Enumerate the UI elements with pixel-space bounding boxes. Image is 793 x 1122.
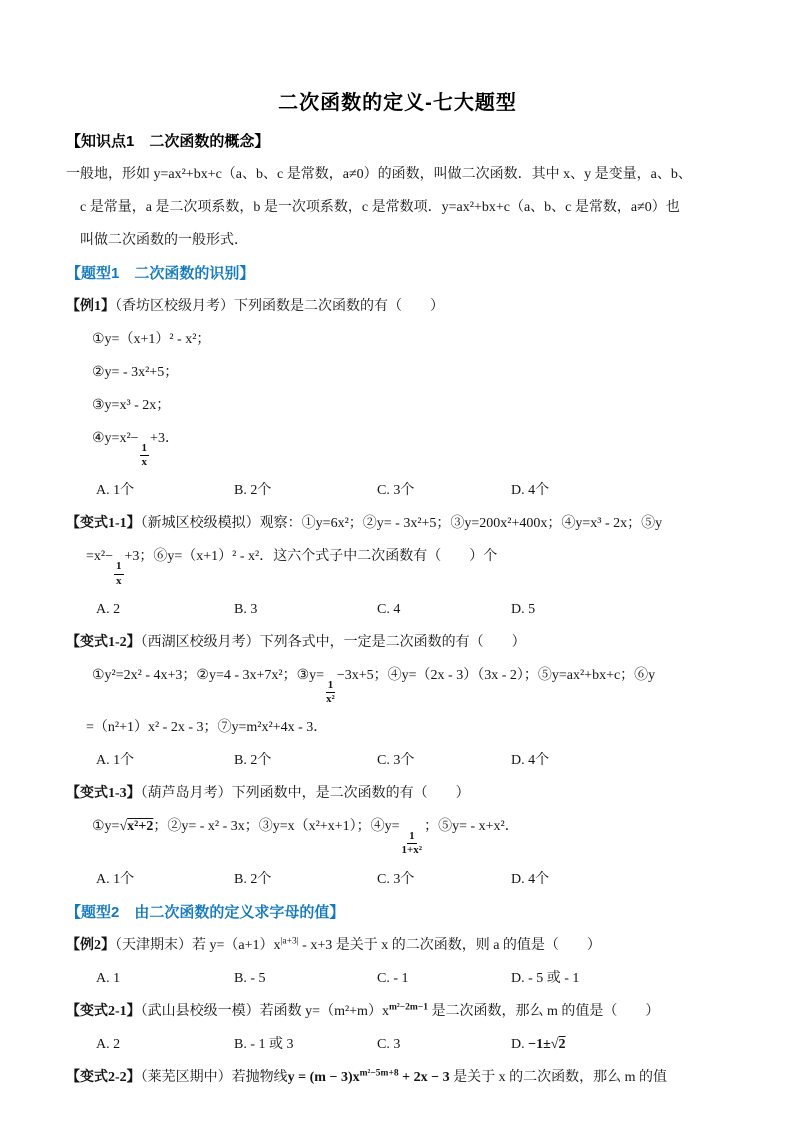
option-c: C. 3个 bbox=[377, 871, 415, 887]
fraction bbox=[114, 560, 124, 587]
option-c: C. 3个 bbox=[377, 753, 415, 769]
option-c: C. - 1 bbox=[377, 970, 409, 986]
option-c: C. 4 bbox=[377, 601, 401, 617]
option-a: A. 2 bbox=[96, 1036, 121, 1052]
option-d: D. 4个 bbox=[511, 483, 550, 499]
exponent: m²−5m+8 bbox=[359, 1067, 399, 1078]
example1-item-2: ②y= - 3x²+5； bbox=[92, 365, 179, 380]
option-d: D. 5 bbox=[511, 601, 536, 617]
variant1-2-line-3: =（n²+1）x² - 2x - 3；⑦y=m²x²+4x - 3． bbox=[86, 720, 328, 736]
option-c: C. 3 bbox=[377, 1036, 401, 1052]
formula-text: ①y= bbox=[92, 819, 120, 835]
kp-paragraph-line-2: c 是常量，a 是二次项系数，b 是一次项系数，c 是常数项．y=ax²+bx+c（a、b、c 是常数，a≠0）也 bbox=[80, 200, 680, 215]
example1-question: （香坊区校级月考）下列函数是二次函数的有（ ） bbox=[115, 299, 444, 314]
formula-text: y = (m − 3)x bbox=[287, 1069, 360, 1085]
option-a: A. 2 bbox=[96, 601, 121, 617]
option-b: B. 3 bbox=[234, 601, 258, 617]
fraction-denominator: x bbox=[116, 574, 122, 587]
fraction bbox=[140, 442, 150, 469]
example1-stem bbox=[66, 296, 729, 318]
option-c: C. 3个 bbox=[377, 483, 415, 499]
example1-item-3: ③y=x³ - 2x； bbox=[92, 398, 171, 413]
option-b: B. 2个 bbox=[234, 871, 272, 887]
formula-text: ①y²=2x² - 4x+3；②y=4 - 3x+7x²；③y= bbox=[92, 667, 325, 683]
example1-item-4 bbox=[66, 428, 729, 469]
example1-label: 【例1】 bbox=[66, 299, 115, 314]
fraction-denominator: x² bbox=[326, 692, 335, 705]
variant1-2-stem bbox=[66, 632, 729, 654]
formula-text: （武山县校级一模）若函数 y=（m²+m）x bbox=[140, 1003, 389, 1019]
exponent: |a+3| bbox=[280, 935, 299, 946]
exponent: m²−2m−1 bbox=[388, 1001, 428, 1012]
topic1-heading: 【题型1 二次函数的识别】 bbox=[66, 265, 255, 282]
kp-paragraph-line-1: 一般地，形如 y=ax²+bx+c（a、b、c 是常数，a≠0）的函数，叫做二次函数．其中 x、y 是变量，a、b、 bbox=[66, 167, 692, 182]
example1-options bbox=[66, 480, 729, 502]
fraction-denominator: 1+x² bbox=[401, 844, 423, 857]
variant2-2-question: （莱芜区期中）若抛物线 bbox=[140, 1069, 288, 1085]
example2-options bbox=[66, 968, 729, 990]
formula-text: - x+3 是关于 x 的二次函数，则 a 的值是（ ） bbox=[298, 937, 601, 953]
fraction-numerator: 1 bbox=[114, 560, 124, 574]
page-title: 二次函数的定义-七大题型 bbox=[278, 92, 517, 114]
topic2-heading: 【题型2 由二次函数的定义求字母的值】 bbox=[66, 903, 345, 921]
option-a: A. 1个 bbox=[96, 871, 135, 887]
variant1-1-options bbox=[66, 599, 729, 621]
formula-text: ④y=x²− bbox=[92, 431, 139, 446]
fraction-denominator: x bbox=[141, 456, 148, 469]
variant2-1-options bbox=[66, 1034, 729, 1056]
variant2-2-stem bbox=[66, 1067, 729, 1089]
variant1-1-line-1 bbox=[66, 513, 729, 535]
formula-text: +3；⑥y=（x+1）² - x²．这六个式子中二次函数有（ ）个 bbox=[124, 549, 498, 565]
variant1-1-label: 【变式1-1】 bbox=[66, 516, 141, 532]
formula-text: ；②y= - x² - 3x；③y=x（x²+x+1）；④y= bbox=[153, 819, 400, 835]
example2-label: 【例2】 bbox=[66, 937, 115, 953]
variant2-2-question-end: 是关于 x 的二次函数，那么 m 的值 bbox=[453, 1069, 667, 1085]
variant1-3-label: 【变式1-3】 bbox=[66, 786, 141, 802]
fraction bbox=[401, 830, 424, 857]
option-b: B. 2个 bbox=[234, 753, 272, 769]
variant1-2-label: 【变式1-2】 bbox=[66, 634, 141, 650]
example1-item-1: ①y=（x+1）² - x²； bbox=[92, 332, 211, 347]
formula-text: −1± bbox=[528, 1036, 551, 1052]
fraction-numerator: 1 bbox=[326, 679, 336, 693]
variant1-1-line-2 bbox=[66, 546, 729, 587]
variant1-1-question: （新城区校级模拟）观察：①y=6x²；②y= - 3x²+5；③y=200x²+400x；④y=x³ - 2x；⑤y bbox=[140, 516, 663, 532]
formula-text: =x²− bbox=[86, 549, 113, 565]
example2-stem bbox=[66, 935, 729, 957]
variant2-1-stem bbox=[66, 1001, 729, 1023]
variant1-2-options bbox=[66, 750, 729, 772]
formula-text: （天津期末）若 y=（a+1）x bbox=[115, 937, 281, 953]
variant1-2-question: （西湖区校级月考）下列各式中，一定是二次函数的有（ ） bbox=[140, 634, 526, 650]
variant1-3-stem bbox=[66, 783, 729, 805]
option-d: D. - 5 或 - 1 bbox=[511, 970, 580, 986]
option-d: D. 4个 bbox=[511, 871, 550, 887]
square-root bbox=[551, 1037, 566, 1052]
radicand: x²+2 bbox=[127, 819, 154, 835]
option-b: B. - 1 或 3 bbox=[234, 1036, 294, 1052]
option-b: B. 2个 bbox=[234, 483, 272, 499]
knowledge-point-heading: 【知识点1 二次函数的概念】 bbox=[66, 133, 270, 150]
kp-paragraph-line-3: 叫做二次函数的一般形式． bbox=[80, 233, 248, 248]
variant1-3-question: （葫芦岛月考）下列函数中，是二次函数的有（ ） bbox=[140, 786, 470, 802]
option-a: A. 1个 bbox=[96, 753, 135, 769]
option-d bbox=[511, 1034, 729, 1056]
option-d-label: D. bbox=[511, 1036, 529, 1052]
variant1-3-options bbox=[66, 869, 729, 891]
fraction-numerator: 1 bbox=[140, 442, 150, 456]
fraction bbox=[325, 679, 336, 706]
variant2-2-label: 【变式2-2】 bbox=[66, 1069, 141, 1085]
variant2-1-label: 【变式2-1】 bbox=[66, 1003, 141, 1019]
radical-sign: √ bbox=[550, 1036, 559, 1052]
formula-text: +3． bbox=[150, 431, 179, 446]
option-b: B. - 5 bbox=[234, 970, 266, 986]
formula-text: −3x+5；④y=（2x - 3）（3x - 2）；⑤y=ax²+bx+c；⑥y bbox=[336, 667, 656, 683]
option-a: A. 1个 bbox=[96, 483, 135, 499]
variant1-2-line-2 bbox=[66, 665, 729, 706]
radicand: 2 bbox=[558, 1036, 566, 1052]
formula-text: ；⑤y= - x+x²． bbox=[424, 819, 519, 835]
radical-sign: √ bbox=[119, 819, 128, 835]
option-d: D. 4个 bbox=[511, 753, 550, 769]
variant1-3-line-2 bbox=[66, 816, 729, 857]
option-a: A. 1 bbox=[96, 970, 121, 986]
formula-text: + 2x − 3 bbox=[398, 1069, 454, 1085]
fraction-numerator: 1 bbox=[407, 830, 417, 844]
square-root bbox=[119, 819, 153, 834]
formula-text: 是二次函数，那么 m 的值是（ ） bbox=[427, 1003, 660, 1019]
